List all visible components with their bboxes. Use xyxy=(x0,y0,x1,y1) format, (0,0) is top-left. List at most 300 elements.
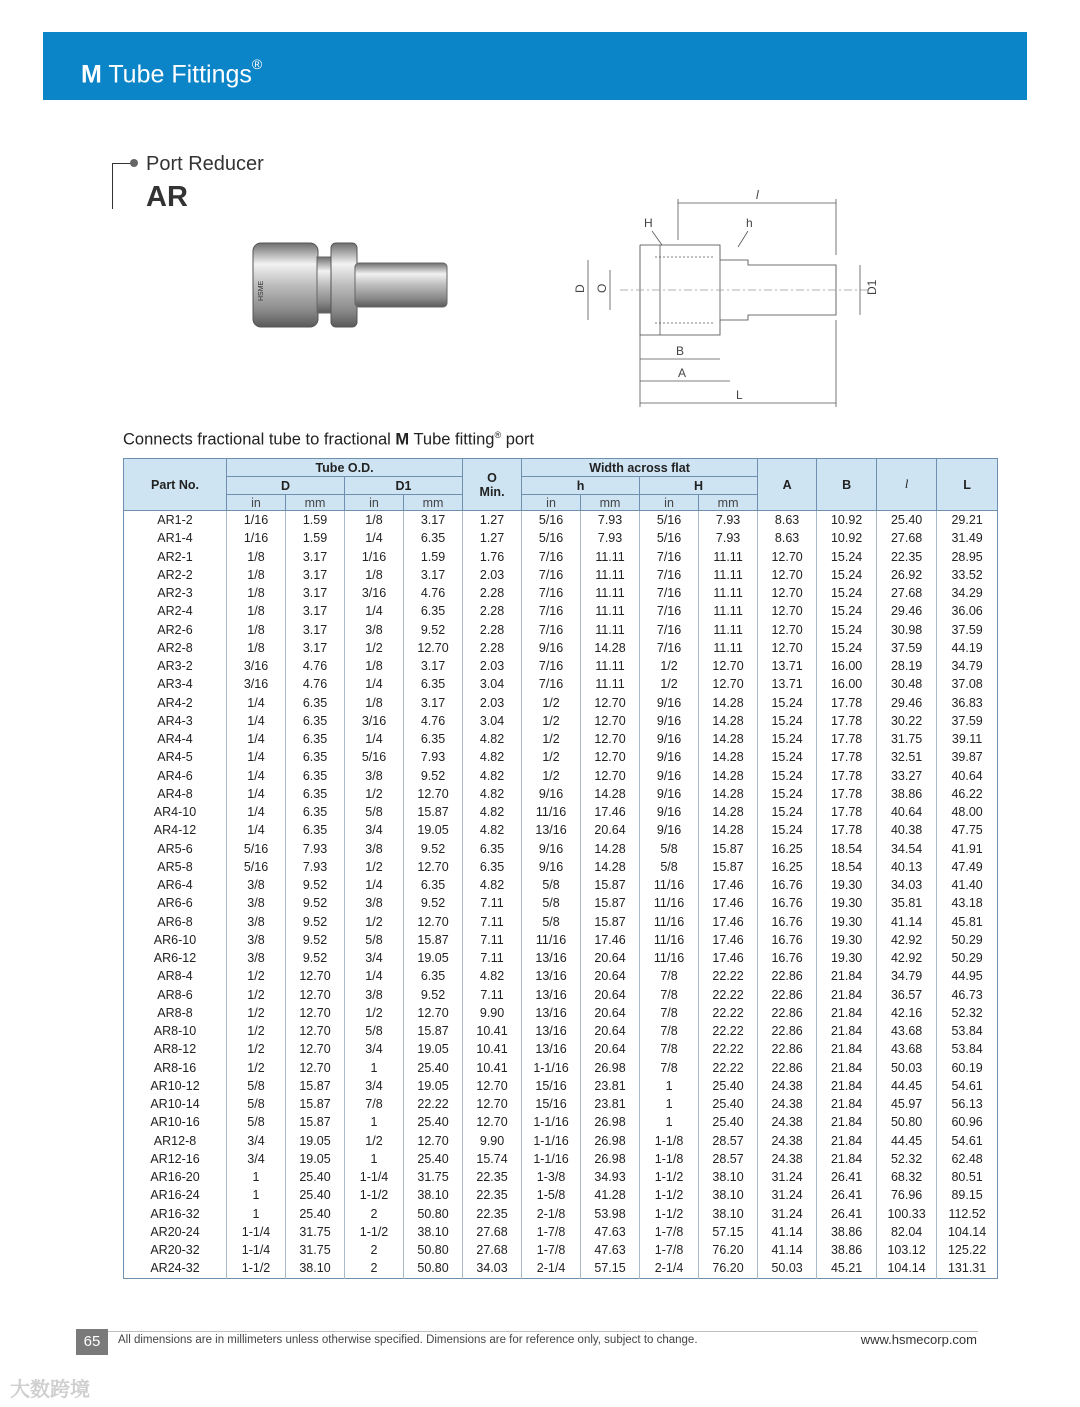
table-cell: 1 xyxy=(227,1168,286,1186)
part-number-cell: AR6-8 xyxy=(157,914,193,929)
table-cell: 7/8 xyxy=(345,1095,404,1113)
table-cell: 30.98 xyxy=(877,621,937,639)
header-B: B xyxy=(817,459,877,511)
table-cell: 1/2 xyxy=(227,1040,286,1058)
table-cell: 22.86 xyxy=(758,1004,817,1022)
table-cell: 7.11 xyxy=(463,894,522,912)
table-cell: 29.46 xyxy=(877,602,937,620)
table-cell: 21.84 xyxy=(817,967,877,985)
table-cell: 16.00 xyxy=(817,657,877,675)
table-cell: 12.70 xyxy=(758,621,817,639)
table-cell: 1.27 xyxy=(463,511,522,530)
table-cell: 1/8 xyxy=(345,511,404,530)
table-cell: 15.87 xyxy=(581,894,640,912)
table-caption: Connects fractional tube to fractional M Tube fitting® port xyxy=(123,430,535,449)
table-cell: 22.22 xyxy=(699,1059,758,1077)
table-cell: 36.57 xyxy=(877,986,937,1004)
table-cell: 131.31 xyxy=(937,1259,998,1278)
table-cell: 14.28 xyxy=(581,639,640,657)
table-cell: 1.59 xyxy=(404,548,463,566)
table-cell: 3.17 xyxy=(286,639,345,657)
table-cell: 24.38 xyxy=(758,1095,817,1113)
table-cell: 46.22 xyxy=(937,785,998,803)
table-cell: 41.91 xyxy=(937,840,998,858)
table-cell: 7/8 xyxy=(640,1040,699,1058)
table-cell: 1/2 xyxy=(227,986,286,1004)
table-cell: 7/16 xyxy=(640,639,699,657)
table-cell: 3/16 xyxy=(227,657,286,675)
unit-in: in xyxy=(345,495,404,511)
table-cell: 3/8 xyxy=(227,894,286,912)
table-cell: 13/16 xyxy=(522,1040,581,1058)
table-cell: 12.70 xyxy=(286,1004,345,1022)
table-cell: 26.41 xyxy=(817,1205,877,1223)
part-number-cell: AR3-4 xyxy=(157,677,193,692)
table-cell: 20.64 xyxy=(581,967,640,985)
table-cell: 9/16 xyxy=(640,803,699,821)
table-cell: 1-7/8 xyxy=(640,1223,699,1241)
unit-mm: mm xyxy=(581,495,640,511)
part-number-cell: AR10-16 xyxy=(150,1115,200,1130)
table-cell: 15.24 xyxy=(817,621,877,639)
table-cell: 12.70 xyxy=(463,1077,522,1095)
table-cell: 12.70 xyxy=(699,675,758,693)
table-cell: 6.35 xyxy=(463,858,522,876)
label-h: h xyxy=(746,216,753,230)
table-cell: 33.27 xyxy=(877,767,937,785)
table-cell: 12.70 xyxy=(581,730,640,748)
table-cell: 1/8 xyxy=(227,621,286,639)
table-cell: 2.28 xyxy=(463,621,522,639)
table-cell: 3/8 xyxy=(345,767,404,785)
table-cell: 7.93 xyxy=(699,511,758,530)
table-cell: 48.00 xyxy=(937,803,998,821)
header-H: H xyxy=(640,477,758,495)
table-row xyxy=(124,1077,998,1095)
table-cell: 3/16 xyxy=(345,584,404,602)
table-cell: 5/8 xyxy=(345,1022,404,1040)
table-cell: 24.38 xyxy=(758,1077,817,1095)
table-cell: 22.35 xyxy=(463,1186,522,1204)
table-cell: 76.20 xyxy=(699,1241,758,1259)
part-number-cell: AR24-32 xyxy=(150,1261,200,1276)
table-row xyxy=(124,584,998,602)
table-cell: 11.11 xyxy=(581,566,640,584)
table-cell: 26.98 xyxy=(581,1150,640,1168)
table-cell: 38.10 xyxy=(286,1259,345,1278)
table-cell: 3/16 xyxy=(227,675,286,693)
table-cell: 4.76 xyxy=(286,675,345,693)
table-cell: 14.28 xyxy=(699,767,758,785)
table-cell: 25.40 xyxy=(404,1059,463,1077)
table-cell: 12.70 xyxy=(404,858,463,876)
table-cell: 23.81 xyxy=(581,1077,640,1095)
table-cell: 26.92 xyxy=(877,566,937,584)
header-L: L xyxy=(937,459,998,511)
table-cell: 62.48 xyxy=(937,1150,998,1168)
part-number-cell: AR4-6 xyxy=(157,768,193,783)
page-title: M Tube Fittings® xyxy=(81,56,263,89)
table-cell: 19.05 xyxy=(404,821,463,839)
table-cell: 35.81 xyxy=(877,894,937,912)
table-cell: 1 xyxy=(345,1150,404,1168)
table-cell: 17.78 xyxy=(817,767,877,785)
table-cell: 1/2 xyxy=(227,1022,286,1040)
table-cell: 15.87 xyxy=(581,876,640,894)
part-number-cell: AR8-8 xyxy=(157,1005,193,1020)
table-cell: 11.11 xyxy=(581,548,640,566)
part-number-cell: AR20-32 xyxy=(150,1243,200,1258)
table-cell: 12.70 xyxy=(758,548,817,566)
table-cell: 1 xyxy=(640,1077,699,1095)
table-cell: 15.24 xyxy=(758,803,817,821)
part-number-cell: AR4-10 xyxy=(153,805,197,820)
table-cell: 50.80 xyxy=(404,1259,463,1278)
table-cell: 3.04 xyxy=(463,712,522,730)
unit-mm: mm xyxy=(404,495,463,511)
table-cell: 3/4 xyxy=(345,821,404,839)
table-row xyxy=(124,1241,998,1259)
table-cell: 1/2 xyxy=(640,675,699,693)
table-cell: 5/16 xyxy=(522,511,581,530)
table-cell: 34.03 xyxy=(463,1259,522,1278)
table-row xyxy=(124,1059,998,1077)
table-cell: 4.82 xyxy=(463,803,522,821)
table-row xyxy=(124,949,998,967)
table-cell: 15.24 xyxy=(758,694,817,712)
table-cell: 57.15 xyxy=(699,1223,758,1241)
table-cell: 15.24 xyxy=(758,767,817,785)
table-row xyxy=(124,548,998,566)
table-cell: 1-7/8 xyxy=(522,1223,581,1241)
table-row xyxy=(124,1022,998,1040)
header-width-across-flat: Width across flat xyxy=(522,459,758,477)
table-cell: 43.68 xyxy=(877,1040,937,1058)
table-cell: 15.87 xyxy=(286,1095,345,1113)
table-cell: 5/8 xyxy=(227,1077,286,1095)
table-cell: 12.70 xyxy=(404,1132,463,1150)
part-number-cell: AR2-6 xyxy=(157,622,193,637)
table-cell: 29.46 xyxy=(877,694,937,712)
table-cell: 40.38 xyxy=(877,821,937,839)
table-cell: 12.70 xyxy=(404,785,463,803)
part-number-cell: AR5-8 xyxy=(157,859,193,874)
table-cell: 4.76 xyxy=(286,657,345,675)
table-cell: 38.86 xyxy=(817,1241,877,1259)
table-cell: 44.95 xyxy=(937,967,998,985)
part-number-cell: AR6-4 xyxy=(157,878,193,893)
header-A: A xyxy=(758,459,817,511)
table-cell: 1-1/2 xyxy=(345,1186,404,1204)
table-cell: 5/16 xyxy=(227,858,286,876)
part-number-cell: AR2-4 xyxy=(157,604,193,619)
table-cell: 3/4 xyxy=(227,1132,286,1150)
table-cell: 19.05 xyxy=(404,1040,463,1058)
table-cell: 9.52 xyxy=(286,894,345,912)
table-cell: 13/16 xyxy=(522,986,581,1004)
table-cell: 19.30 xyxy=(817,894,877,912)
table-row xyxy=(124,1040,998,1058)
table-cell: 9/16 xyxy=(522,639,581,657)
header-l: l xyxy=(877,459,937,511)
table-cell: 1 xyxy=(227,1205,286,1223)
table-cell: 4.82 xyxy=(463,730,522,748)
table-cell: 34.93 xyxy=(581,1168,640,1186)
table-cell: 9.52 xyxy=(286,931,345,949)
table-cell: 80.51 xyxy=(937,1168,998,1186)
table-cell: 22.22 xyxy=(699,967,758,985)
table-cell: 50.03 xyxy=(877,1059,937,1077)
table-cell: 44.45 xyxy=(877,1077,937,1095)
part-number-cell: AR1-4 xyxy=(157,531,193,546)
table-cell: 17.78 xyxy=(817,821,877,839)
table-cell: 15.87 xyxy=(404,931,463,949)
table-cell: 18.54 xyxy=(817,858,877,876)
footer-divider xyxy=(108,1331,978,1332)
table-cell: 9/16 xyxy=(640,821,699,839)
table-cell: 34.79 xyxy=(877,967,937,985)
table-cell: 22.35 xyxy=(463,1205,522,1223)
table-cell: 1/2 xyxy=(345,639,404,657)
table-cell: 25.40 xyxy=(286,1168,345,1186)
table-cell: 5/8 xyxy=(522,876,581,894)
section-bullet xyxy=(130,159,138,167)
table-cell: 1/4 xyxy=(345,675,404,693)
table-cell: 41.40 xyxy=(937,876,998,894)
table-cell: 9/16 xyxy=(640,694,699,712)
part-number-cell: AR3-2 xyxy=(157,659,193,674)
table-cell: 16.76 xyxy=(758,913,817,931)
table-cell: 12.70 xyxy=(581,748,640,766)
table-cell: 1/4 xyxy=(227,767,286,785)
part-number-cell: AR2-2 xyxy=(157,567,193,582)
watermark: 大数跨境 xyxy=(10,1379,90,1401)
part-number-cell: AR2-8 xyxy=(157,640,193,655)
table-cell: 7/8 xyxy=(640,1022,699,1040)
table-cell: 12.70 xyxy=(463,1095,522,1113)
table-cell: 9.90 xyxy=(463,1004,522,1022)
table-cell: 22.22 xyxy=(699,1040,758,1058)
table-cell: 15.87 xyxy=(581,913,640,931)
table-cell: 22.35 xyxy=(463,1168,522,1186)
table-cell: 11/16 xyxy=(640,949,699,967)
table-cell: 68.32 xyxy=(877,1168,937,1186)
table-cell: 17.46 xyxy=(581,803,640,821)
table-cell: 6.35 xyxy=(404,876,463,894)
table-cell: 6.35 xyxy=(286,785,345,803)
header-o-min: O Min. xyxy=(463,459,522,511)
table-row xyxy=(124,1150,998,1168)
table-cell: 9/16 xyxy=(640,730,699,748)
part-number-cell: AR4-2 xyxy=(157,695,193,710)
table-cell: 11/16 xyxy=(640,894,699,912)
table-cell: 1/2 xyxy=(522,767,581,785)
table-cell: 31.24 xyxy=(758,1186,817,1204)
table-cell: 15.24 xyxy=(758,748,817,766)
table-cell: 1/4 xyxy=(345,967,404,985)
table-cell: 4.82 xyxy=(463,748,522,766)
table-cell: 82.04 xyxy=(877,1223,937,1241)
table-cell: 1-5/8 xyxy=(522,1186,581,1204)
table-row xyxy=(124,986,998,1004)
table-cell: 1/2 xyxy=(227,967,286,985)
table-cell: 26.98 xyxy=(581,1113,640,1131)
table-cell: 1.59 xyxy=(286,511,345,530)
table-cell: 60.19 xyxy=(937,1059,998,1077)
table-cell: 28.57 xyxy=(699,1150,758,1168)
table-cell: 5/8 xyxy=(640,858,699,876)
table-cell: 19.30 xyxy=(817,876,877,894)
table-cell: 43.18 xyxy=(937,894,998,912)
table-cell: 9.52 xyxy=(286,913,345,931)
table-row xyxy=(124,511,998,530)
table-cell: 1/8 xyxy=(345,694,404,712)
table-cell: 15/16 xyxy=(522,1095,581,1113)
table-cell: 18.54 xyxy=(817,840,877,858)
table-cell: 9/16 xyxy=(522,785,581,803)
table-cell: 7/16 xyxy=(640,584,699,602)
part-number-cell: AR4-12 xyxy=(153,823,197,838)
table-body xyxy=(124,511,998,1279)
table-cell: 17.78 xyxy=(817,712,877,730)
table-cell: 5/8 xyxy=(522,894,581,912)
table-cell: 2.28 xyxy=(463,584,522,602)
table-cell: 16.25 xyxy=(758,840,817,858)
table-cell: 25.40 xyxy=(699,1077,758,1095)
table-cell: 12.70 xyxy=(581,712,640,730)
table-cell: 56.13 xyxy=(937,1095,998,1113)
table-cell: 15/16 xyxy=(522,1077,581,1095)
table-cell: 11.11 xyxy=(581,675,640,693)
table-cell: 34.79 xyxy=(937,657,998,675)
table-cell: 25.40 xyxy=(286,1186,345,1204)
part-number-cell: AR4-3 xyxy=(157,713,193,728)
part-number-cell: AR8-4 xyxy=(157,969,193,984)
unit-mm: mm xyxy=(286,495,345,511)
table-cell: 11.11 xyxy=(699,566,758,584)
table-cell: 16.00 xyxy=(817,675,877,693)
table-cell: 37.08 xyxy=(937,675,998,693)
table-cell: 28.95 xyxy=(937,548,998,566)
table-cell: 50.29 xyxy=(937,949,998,967)
table-cell: 19.05 xyxy=(286,1132,345,1150)
table-cell: 3/8 xyxy=(227,876,286,894)
table-cell: 1/8 xyxy=(227,602,286,620)
table-cell: 57.15 xyxy=(581,1259,640,1278)
table-cell: 15.87 xyxy=(404,803,463,821)
table-cell: 34.03 xyxy=(877,876,937,894)
table-cell: 23.81 xyxy=(581,1095,640,1113)
table-cell: 54.61 xyxy=(937,1077,998,1095)
table-cell: 1-1/16 xyxy=(522,1150,581,1168)
table-cell: 28.19 xyxy=(877,657,937,675)
table-cell: 6.35 xyxy=(286,767,345,785)
table-cell: 7/16 xyxy=(640,566,699,584)
table-cell: 5/8 xyxy=(227,1113,286,1131)
table-cell: 45.81 xyxy=(937,913,998,931)
table-cell: 19.05 xyxy=(286,1150,345,1168)
header-D: D xyxy=(227,477,345,495)
table-cell: 3.17 xyxy=(286,602,345,620)
table-cell: 17.46 xyxy=(699,876,758,894)
table-row xyxy=(124,1132,998,1150)
part-number-cell: AR20-24 xyxy=(150,1224,200,1239)
table-cell: 47.75 xyxy=(937,821,998,839)
table-cell: 1/4 xyxy=(227,748,286,766)
table-cell: 3.17 xyxy=(286,566,345,584)
table-cell: 1/2 xyxy=(522,748,581,766)
table-cell: 3.17 xyxy=(286,621,345,639)
table-cell: 37.59 xyxy=(877,639,937,657)
table-cell: 31.24 xyxy=(758,1205,817,1223)
unit-in: in xyxy=(227,495,286,511)
table-cell: 3/4 xyxy=(345,949,404,967)
table-cell: 104.14 xyxy=(937,1223,998,1241)
table-cell: 7/16 xyxy=(640,621,699,639)
dimension-table xyxy=(123,458,998,1279)
table-cell: 24.38 xyxy=(758,1150,817,1168)
table-cell: 1/4 xyxy=(345,876,404,894)
table-cell: 12.70 xyxy=(404,1004,463,1022)
table-cell: 1-1/16 xyxy=(522,1059,581,1077)
table-cell: 1/4 xyxy=(227,730,286,748)
table-cell: 11.11 xyxy=(581,621,640,639)
table-row xyxy=(124,657,998,675)
table-cell: 2.03 xyxy=(463,657,522,675)
table-cell: 5/16 xyxy=(345,748,404,766)
table-cell: 14.28 xyxy=(699,694,758,712)
table-cell: 7.93 xyxy=(581,511,640,530)
table-cell: 21.84 xyxy=(817,1095,877,1113)
footer-note: All dimensions are in millimeters unless otherwise specified. Dimensions are for reference only, subject to change. xyxy=(118,1334,698,1346)
table-cell: 15.87 xyxy=(286,1113,345,1131)
table-cell: 7/16 xyxy=(522,621,581,639)
section-code: AR xyxy=(146,181,188,213)
table-cell: 20.64 xyxy=(581,1040,640,1058)
part-number-cell: AR16-24 xyxy=(150,1188,200,1203)
table-row xyxy=(124,712,998,730)
table-cell: 27.68 xyxy=(463,1223,522,1241)
section-subtitle: Port Reducer xyxy=(146,153,264,175)
table-cell: 5/8 xyxy=(345,931,404,949)
table-cell: 45.21 xyxy=(817,1259,877,1278)
table-cell: 15.87 xyxy=(699,858,758,876)
table-cell: 31.75 xyxy=(404,1168,463,1186)
table-cell: 1 xyxy=(227,1186,286,1204)
table-cell: 22.22 xyxy=(699,986,758,1004)
table-cell: 1/8 xyxy=(227,548,286,566)
table-cell: 14.28 xyxy=(699,748,758,766)
table-cell: 1/2 xyxy=(640,657,699,675)
table-cell: 31.24 xyxy=(758,1168,817,1186)
table-cell: 1/8 xyxy=(227,584,286,602)
table-cell: 11/16 xyxy=(522,803,581,821)
part-number-cell: AR6-12 xyxy=(153,951,197,966)
table-cell: 7.93 xyxy=(286,858,345,876)
table-cell: 1/8 xyxy=(227,566,286,584)
table-cell: 2.28 xyxy=(463,639,522,657)
table-cell: 12.70 xyxy=(463,1113,522,1131)
table-cell: 2-1/4 xyxy=(522,1259,581,1278)
table-cell: 26.98 xyxy=(581,1132,640,1150)
table-cell: 14.28 xyxy=(699,803,758,821)
table-cell: 44.45 xyxy=(877,1132,937,1150)
table-cell: 28.57 xyxy=(699,1132,758,1150)
table-cell: 21.84 xyxy=(817,1150,877,1168)
table-cell: 112.52 xyxy=(937,1205,998,1223)
table-cell: 11.11 xyxy=(581,602,640,620)
table-cell: 21.84 xyxy=(817,1059,877,1077)
